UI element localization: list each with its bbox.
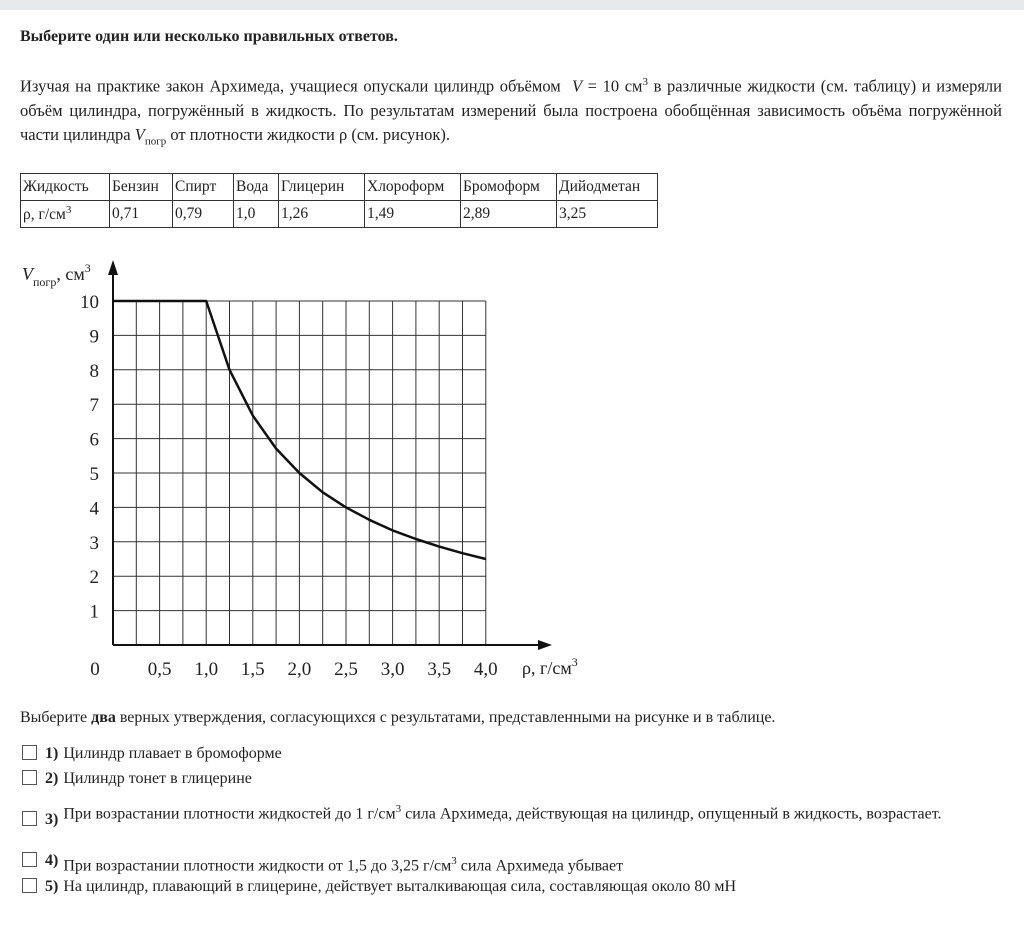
- answer-option-3[interactable]: [22, 797, 1001, 832]
- top-bar: [0, 0, 1024, 10]
- question-text: [20, 709, 775, 727]
- table-header-label: Жидкость: [21, 174, 110, 201]
- table-cell-liquid: Вода: [234, 174, 279, 201]
- answer-option-5[interactable]: [22, 875, 1001, 899]
- y-tick-label: 6: [89, 429, 99, 451]
- table-cell-density: 3,25: [557, 201, 658, 228]
- submerged-volume-symbol: V: [134, 124, 145, 144]
- x-tick-label: 1,5: [240, 659, 265, 680]
- question-post: верных утверждения, согласующихся с результатами, представленными на рисунке и в таблице.: [115, 709, 776, 726]
- table-cell-liquid: Бромоформ: [461, 174, 557, 201]
- task-intro: [20, 70, 1002, 153]
- volume-value: = 10 см: [582, 76, 643, 96]
- x-tick-label: 2,5: [334, 659, 358, 680]
- option-text: Цилиндр плавает в бромоформе: [63, 745, 282, 762]
- y-tick-label: 5: [89, 464, 99, 485]
- table-density-row: [21, 201, 658, 228]
- option-number: 2): [45, 770, 59, 787]
- option-3-checkbox[interactable]: [22, 811, 37, 826]
- origin-label: 0: [90, 659, 100, 680]
- table-cell-liquid: Глицерин: [279, 174, 365, 201]
- table-cell-density: 0,71: [110, 201, 173, 228]
- y-axis-arrow: [108, 260, 118, 275]
- volume-exponent: 3: [642, 76, 648, 88]
- y-tick-label: 4: [89, 498, 99, 520]
- question-bold: два: [91, 709, 116, 726]
- question-pre: Выберите: [20, 709, 92, 726]
- option-text-part: сила Архимеда, действующая на цилиндр, опущенный в жидкость, возрастает.: [401, 805, 942, 823]
- intro-text-3: от плотности жидкости ρ (см. рисунок).: [166, 124, 451, 144]
- y-tick-label: 2: [89, 567, 99, 589]
- x-axis-label: [522, 655, 578, 678]
- option-text: Цилиндр тонет в глицерине: [63, 770, 252, 787]
- option-number: 3): [45, 811, 59, 828]
- y-tick-label: 3: [89, 532, 99, 554]
- option-5-checkbox[interactable]: [22, 878, 37, 893]
- option-text: [63, 797, 1001, 826]
- option-text-part: сила Архимеда убывает: [456, 857, 624, 875]
- table-cell-density: 1,26: [279, 201, 365, 228]
- option-text-part: При возрастании плотности жидкости от 1,5 до 3,25 г/см: [63, 857, 452, 875]
- option-exponent: 3: [451, 855, 457, 867]
- option-1-checkbox[interactable]: [22, 745, 37, 760]
- y-axis-label-exponent: 3: [84, 261, 91, 275]
- answer-option-2[interactable]: [22, 767, 1001, 791]
- table-header-row: [21, 174, 658, 201]
- table-cell-liquid: Спирт: [173, 174, 234, 201]
- table-cell-density: 0,79: [173, 201, 234, 228]
- x-tick-label: 0,5: [147, 659, 172, 680]
- task-instruction: Выберите один или несколько правильных ответов.: [20, 28, 398, 45]
- x-tick-label: 2,0: [287, 659, 312, 680]
- x-tick-label: 3,5: [427, 659, 452, 680]
- option-text-part: При возрастании плотности жидкостей до 1 г/см: [63, 805, 396, 823]
- y-axis-label: [22, 261, 91, 289]
- option-exponent: 3: [395, 803, 402, 815]
- option-text: На цилиндр, плавающий в глицерине, действует выталкивающая сила, составляющая около 80 мН: [63, 878, 737, 895]
- volume-symbol: V: [571, 76, 583, 96]
- x-axis-label-exponent: 3: [571, 655, 578, 669]
- table-cell-liquid: Бензин: [110, 174, 173, 201]
- y-axis-label-symbol: V: [22, 264, 33, 284]
- y-tick-label: 7: [89, 395, 99, 417]
- density-label-exponent: 3: [65, 203, 72, 216]
- volume-density-chart: [0, 255, 620, 695]
- x-tick-label: 4,0: [473, 659, 498, 680]
- x-tick-label: 3,0: [380, 659, 405, 680]
- table-cell-liquid: Дийодметан: [557, 174, 658, 201]
- table-row-label: [21, 201, 110, 228]
- option-text: [63, 849, 1001, 878]
- table-cell-density: 1,0: [234, 201, 279, 228]
- option-number: 1): [45, 745, 59, 762]
- answer-option-1[interactable]: [22, 742, 1001, 766]
- x-axis-arrow: [538, 640, 552, 650]
- option-4-checkbox[interactable]: [22, 852, 37, 867]
- option-number: 5): [45, 878, 59, 895]
- submerged-volume-subscript: погр: [144, 134, 167, 147]
- y-tick-label: 8: [89, 360, 99, 382]
- table-cell-density: 2,89: [461, 201, 557, 228]
- y-axis-label-subscript: погр: [33, 275, 57, 289]
- y-axis-label-unit: , см: [56, 264, 85, 284]
- liquids-table: [20, 173, 658, 228]
- answer-option-4[interactable]: [22, 849, 1001, 878]
- density-label: ρ, г/см: [23, 206, 66, 224]
- x-axis-label-text: ρ, г/см: [522, 658, 572, 678]
- table-cell-density: 1,49: [365, 201, 461, 228]
- table-cell-liquid: Хлороформ: [365, 174, 461, 201]
- intro-text-2: в различные жидкости (см. таблицу) и измеряли объём цилиндра, погружённый в жидкость. По результатам измерений была построена обобщённая зависимость объёма погружённой части цилиндра: [20, 76, 1003, 144]
- intro-text-1: Изучая на практике закон Архимеда, учащиеся опускали цилиндр объёмом: [20, 76, 561, 96]
- y-tick-label: 10: [80, 292, 99, 313]
- y-tick-label: 1: [89, 601, 99, 623]
- option-2-checkbox[interactable]: [22, 770, 37, 785]
- option-number: 4): [45, 852, 59, 869]
- x-tick-label: 1,0: [194, 659, 219, 680]
- y-tick-label: 9: [89, 326, 99, 348]
